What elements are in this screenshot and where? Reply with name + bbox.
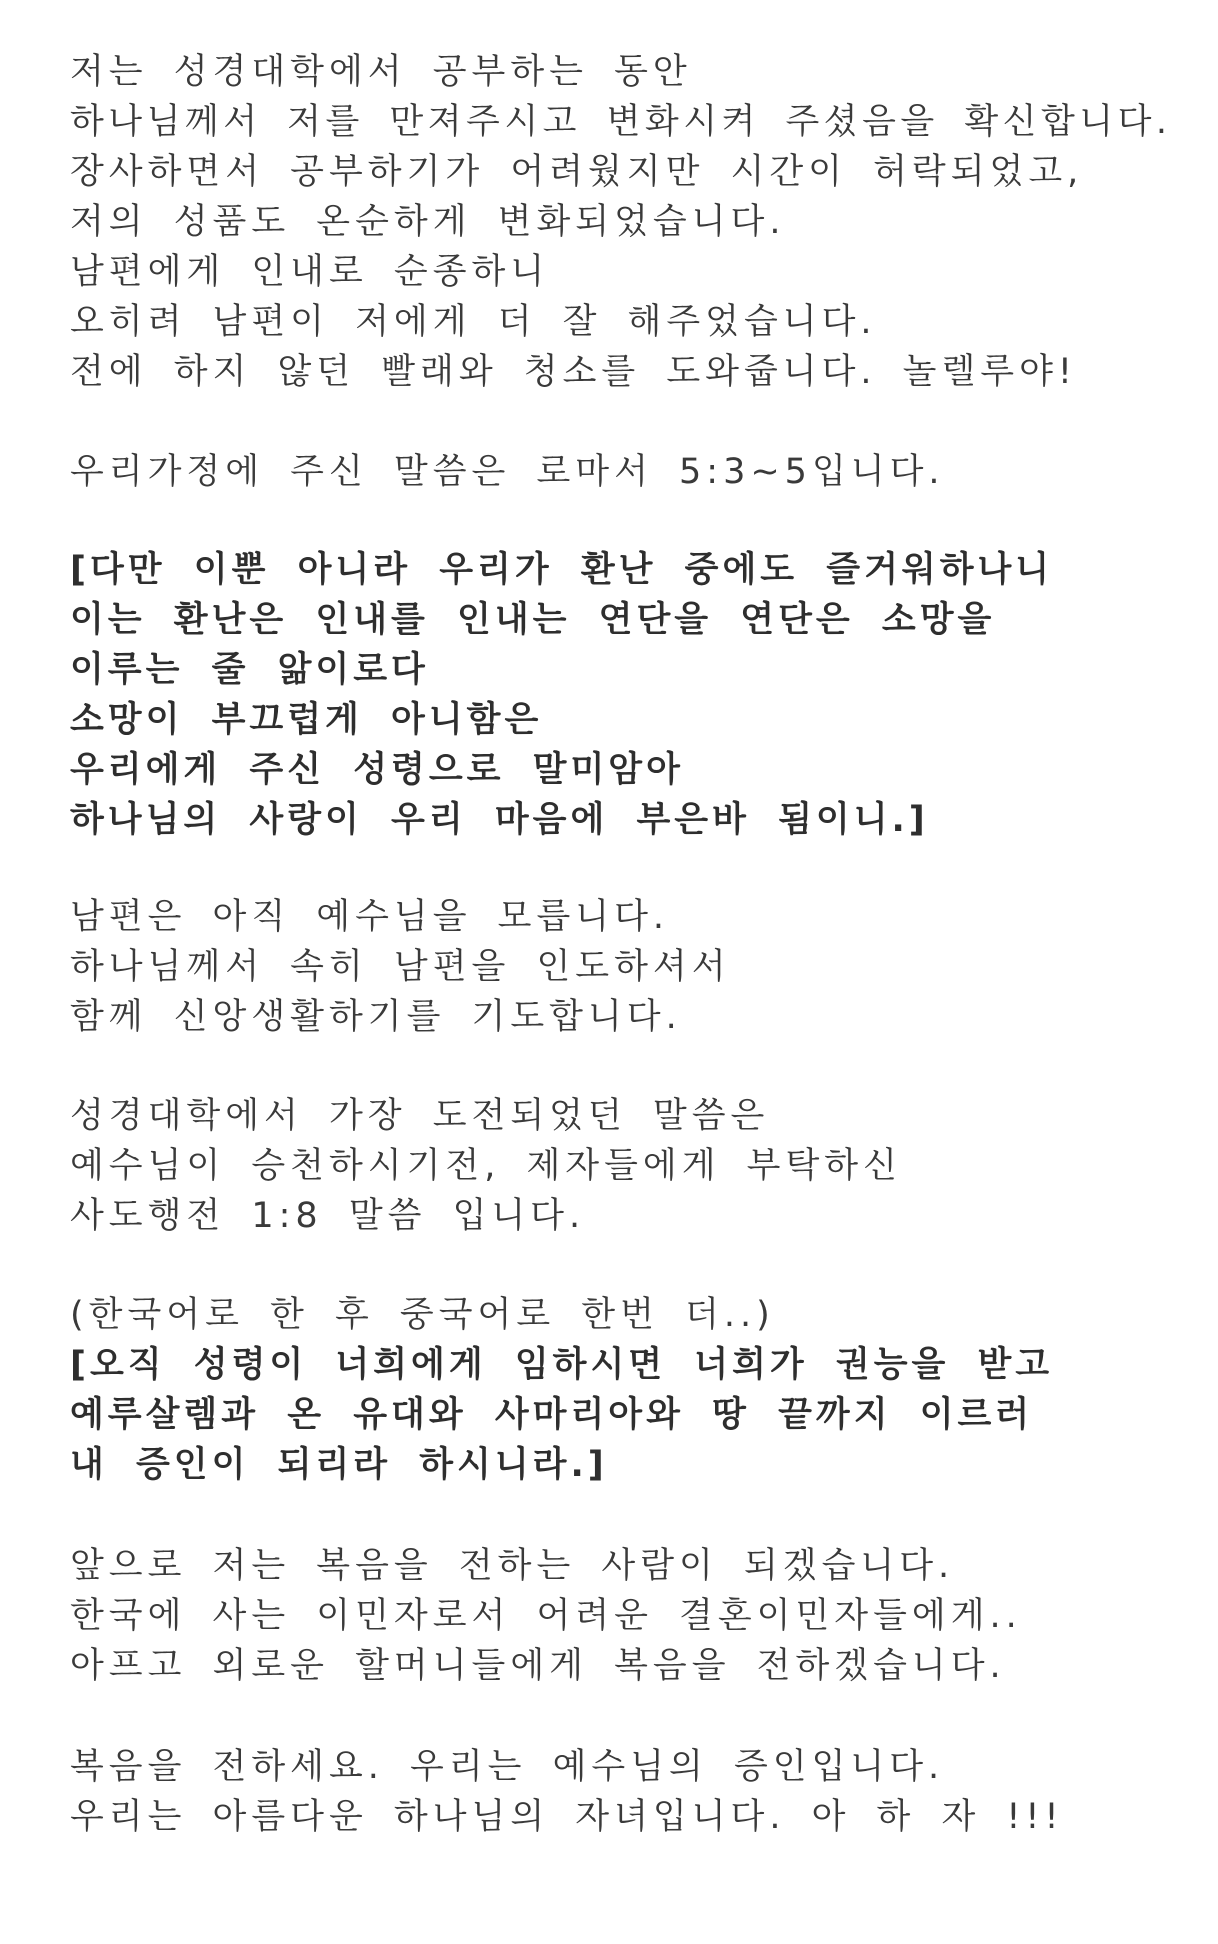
text-line: 장사하면서 공부하기가 어려웠지만 시간이 허락되었고, — [70, 152, 1084, 192]
text-line: 저의 성품도 온순하게 변화되었습니다. — [70, 202, 786, 242]
text-line: 남편에게 인내로 순종하니 — [70, 252, 550, 292]
text-line: 전에 하지 않던 빨래와 청소를 도와줍니다. 놀렐루야! — [70, 352, 1077, 392]
text-line: 한국에 사는 이민자로서 어려운 결혼이민자들에게.. — [70, 1596, 1022, 1636]
scripture-line: 내 증인이 되리라 하시니라.] — [70, 1445, 608, 1485]
text-line: 함께 신앙생활하기를 기도합니다. — [70, 997, 682, 1037]
scripture-line: 우리에게 주신 성령으로 말미암아 — [70, 750, 684, 790]
scripture-line: 이루는 줄 앎이로다 — [70, 650, 429, 690]
text-line: 성경대학에서 가장 도전되었던 말씀은 — [70, 1096, 770, 1136]
text-line: 우리가정에 주신 말씀은 로마서 5:3~5입니다. — [70, 452, 945, 492]
scripture-line: 하나님의 사랑이 우리 마음에 부은바 됨이니.] — [70, 800, 929, 840]
scripture-line: 소망이 부끄럽게 아니함은 — [70, 700, 543, 740]
text-line: 저는 성경대학에서 공부하는 동안 — [70, 52, 692, 92]
text-line: 아프고 외로운 할머니들에게 복음을 전하겠습니다. — [70, 1646, 1006, 1686]
text-line: 앞으로 저는 복음을 전하는 사람이 되겠습니다. — [70, 1546, 955, 1586]
text-line: (한국어로 한 후 중국어로 한번 더..) — [70, 1295, 775, 1335]
text-line: 하나님께서 속히 남편을 인도하셔서 — [70, 947, 731, 987]
text-line: 예수님이 승천하시기전, 제자들에게 부탁하신 — [70, 1146, 902, 1186]
scripture-line: [오직 성령이 너희에게 임하시면 너희가 권능을 받고 — [70, 1345, 1054, 1385]
text-line: 남편은 아직 예수님을 모릅니다. — [70, 897, 670, 937]
scripture-line: [다만 이뿐 아니라 우리가 환난 중에도 즐거워하나니 — [70, 550, 1054, 590]
text-line: 우리는 아름다운 하나님의 자녀입니다. 아 하 자 !!! — [70, 1797, 1064, 1837]
text-line: 복음을 전하세요. 우리는 예수님의 증인입니다. — [70, 1747, 945, 1787]
text-line: 하나님께서 저를 만져주시고 변화시켜 주셨음을 확신합니다. — [70, 102, 1172, 142]
scripture-line: 이는 환난은 인내를 인내는 연단을 연단은 소망을 — [70, 600, 996, 640]
text-line: 사도행전 1:8 말씀 입니다. — [70, 1196, 586, 1236]
scripture-line: 예루살렘과 온 유대와 사마리아와 땅 끝까지 이르러 — [70, 1395, 1034, 1435]
text-line: 오히려 남편이 저에게 더 잘 해주었습니다. — [70, 302, 877, 342]
